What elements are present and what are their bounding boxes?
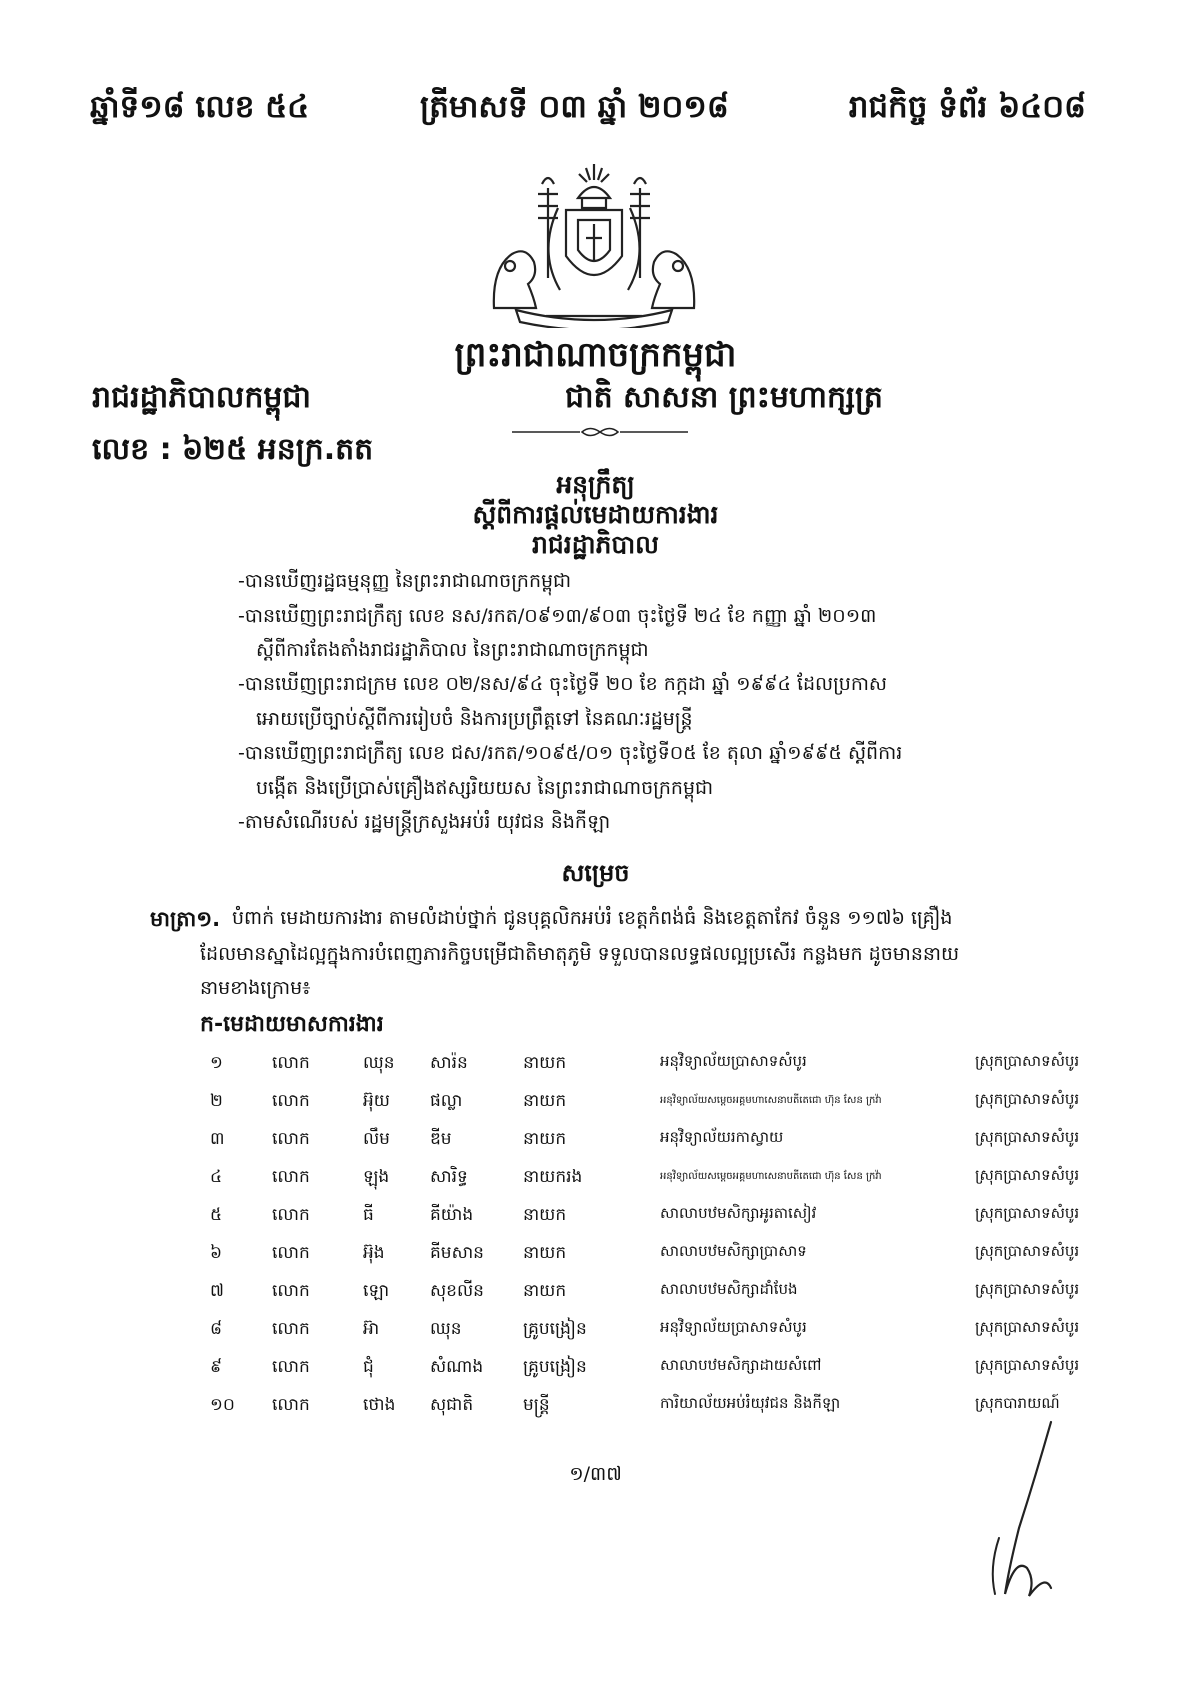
position: នាយក — [523, 1053, 567, 1073]
article-text: នាមខាងក្រោម៖ — [200, 977, 311, 999]
family-name: ឈុន — [363, 1053, 395, 1073]
position: នាយករង — [523, 1167, 583, 1187]
header-issue: ឆ្នាំទី១៨ លេខ ៥៤ — [90, 89, 310, 125]
row-number: ៣ — [210, 1129, 225, 1149]
honorific: លោក — [272, 1091, 310, 1111]
row-number: ២ — [210, 1091, 223, 1111]
decree-subject: ស្ដីពីការផ្ដល់មេដាយការងារ — [472, 500, 719, 529]
table-row — [0, 1204, 1191, 1240]
family-name: ធី — [363, 1205, 374, 1225]
header-quarter: ត្រីមាសទី ០៣ ឆ្នាំ ២០១៨ — [420, 89, 729, 125]
district: ស្រុកប្រាសាទសំបូរ — [975, 1090, 1080, 1108]
page-number: ១/៣៧ — [569, 1463, 622, 1485]
row-number: ៥ — [210, 1205, 223, 1225]
honorific: លោក — [272, 1395, 310, 1415]
position: នាយក — [523, 1205, 567, 1225]
row-number: ៤ — [210, 1167, 223, 1187]
given-name: សំណាង — [430, 1357, 484, 1377]
row-number: ៩ — [210, 1357, 223, 1377]
row-number: ៨ — [210, 1319, 223, 1339]
school: អនុវិទ្យាល័យសម្ដេចអគ្គមហាសេនាបតីតេជោ ហ៊ុន សែន ក្រវ៉ា — [660, 1171, 882, 1182]
family-name: ជុំ — [363, 1357, 374, 1377]
school: សាលាបឋមសិក្សាដាយសំពៅ — [660, 1356, 822, 1374]
royal-coat-of-arms-icon — [486, 158, 702, 328]
family-name: លឹម — [363, 1129, 390, 1149]
position: មន្ត្រី — [523, 1395, 550, 1415]
honorific: លោក — [272, 1281, 310, 1301]
table-row — [0, 1090, 1191, 1126]
position: គ្រូបង្រៀន — [523, 1357, 587, 1377]
school: ការិយាល័យអប់រំយុវជន និងកីឡា — [660, 1394, 841, 1412]
given-name: សុខលីន — [430, 1281, 484, 1301]
visa-line: បង្កើត និងប្រើប្រាស់គ្រឿងឥស្សរិយយស នៃព្រះរាជាណាចក្រកម្ពុជា — [256, 777, 714, 799]
government-name: រាជរដ្ឋាភិបាលកម្ពុជា — [92, 380, 311, 415]
section-title: ក-មេដាយមាសការងារ — [200, 1012, 384, 1037]
school: សាលាបឋមសិក្សាដាំបែង — [660, 1280, 798, 1298]
given-name: គីយ៉ាង — [430, 1205, 474, 1225]
row-number: ១ — [210, 1053, 223, 1073]
position: នាយក — [523, 1091, 567, 1111]
district: ស្រុកប្រាសាទសំបូរ — [975, 1128, 1080, 1146]
family-name: អ៊ុយ — [363, 1091, 390, 1111]
table-row — [0, 1242, 1191, 1278]
district: ស្រុកប្រាសាទសំបូរ — [975, 1318, 1080, 1336]
school: សាលាបឋមសិក្សាអូរតាសៀវ — [660, 1204, 817, 1222]
handwritten-signature — [975, 1418, 1055, 1608]
article-text: បំពាក់ មេដាយការងារ តាមលំដាប់ថ្នាក់ ជូនបុគ្គលិកអប់រំ ខេត្តកំពង់ធំ និងខេត្តតាកែវ ចំនួន ១១៧៦ គ្រឿង — [232, 907, 953, 929]
honorific: លោក — [272, 1243, 310, 1263]
school: អនុវិទ្យាល័យប្រាសាទសំបូរ — [660, 1052, 807, 1070]
kingdom-title: ព្រះរាជាណាចក្រកម្ពុជា — [454, 335, 737, 375]
visa-line: -បានឃើញព្រះរាជក្រឹត្យ លេខ នស/រកត/០៩១៣/៩០៣ ចុះថ្ងៃទី ២៤ ខែ កញ្ញា ឆ្នាំ ២០១៣ — [238, 605, 877, 627]
family-name: ថោង — [363, 1395, 396, 1415]
school: អនុវិទ្យាល័យប្រាសាទសំបូរ — [660, 1318, 807, 1336]
given-name: ឌីម — [430, 1129, 452, 1149]
position: គ្រូបង្រៀន — [523, 1319, 587, 1339]
given-name: គីមសាន — [430, 1243, 484, 1263]
article-label: មាត្រា១. — [150, 907, 221, 931]
family-name: ឡុង — [363, 1167, 390, 1187]
header-page: រាជកិច្ច ទំព័រ ៦៤០៨ — [848, 89, 1086, 125]
table-row — [0, 1128, 1191, 1164]
position: នាយក — [523, 1129, 567, 1149]
honorific: លោក — [272, 1319, 310, 1339]
district: ស្រុកប្រាសាទសំបូរ — [975, 1242, 1080, 1260]
row-number: ៦ — [210, 1243, 223, 1263]
district: ស្រុកប្រាសាទសំបូរ — [975, 1280, 1080, 1298]
school: អនុវិទ្យាល័យរកាស្វាយ — [660, 1128, 784, 1146]
school: អនុវិទ្យាល័យសម្ដេចអគ្គមហាសេនាបតីតេជោ ហ៊ុន សែន ក្រវ៉ា — [660, 1095, 882, 1106]
family-name: អ៊ា — [363, 1319, 380, 1339]
decree-type: អនុក្រឹត្យ — [556, 470, 635, 499]
family-name: អ៊ុង — [363, 1243, 385, 1263]
position: នាយក — [523, 1243, 567, 1263]
visa-line: ស្ដីពីការតែងតាំងរាជរដ្ឋាភិបាល នៃព្រះរាជាណាចក្រកម្ពុជា — [256, 639, 649, 661]
position: នាយក — [523, 1281, 567, 1301]
district: ស្រុកបារាយណ៍ — [975, 1394, 1060, 1412]
honorific: លោក — [272, 1129, 310, 1149]
visa-line: -តាមសំណើរបស់ រដ្ឋមន្ត្រីក្រសួងអប់រំ យុវជន និងកីឡា — [238, 811, 611, 833]
district: ស្រុកប្រាសាទសំបូរ — [975, 1204, 1080, 1222]
given-name: សារិទ្ធ — [430, 1167, 468, 1187]
table-row — [0, 1052, 1191, 1088]
given-name: សុជាតិ — [430, 1395, 474, 1415]
decision-heading: សម្រេច — [561, 859, 630, 887]
decree-issuer: រាជរដ្ឋាភិបាល — [532, 530, 659, 559]
given-name: សារ៉ន — [430, 1053, 468, 1073]
honorific: លោក — [272, 1205, 310, 1225]
honorific: លោក — [272, 1357, 310, 1377]
given-name: ឈុន — [430, 1319, 462, 1339]
given-name: ផល្លា — [430, 1091, 463, 1111]
visa-line: -បានឃើញព្រះរាជក្រឹត្យ លេខ ជស/រកត/១០៩៥/០១ ចុះថ្ងៃទី០៥ ខែ តុលា ឆ្នាំ១៩៩៥ ស្ដីពីការ — [238, 742, 903, 764]
school: សាលាបឋមសិក្សាប្រាសាទ — [660, 1242, 807, 1260]
table-row — [0, 1280, 1191, 1316]
table-row — [0, 1318, 1191, 1354]
district: ស្រុកប្រាសាទសំបូរ — [975, 1356, 1080, 1374]
table-row — [0, 1166, 1191, 1202]
district: ស្រុកប្រាសាទសំបូរ — [975, 1166, 1080, 1184]
row-number: ១០ — [210, 1395, 235, 1415]
ornament-divider-icon — [510, 425, 690, 439]
visa-line: អោយប្រើច្បាប់ស្ដីពីការរៀបចំ និងការប្រព្រឹត្តទៅ នៃគណៈរដ្ឋមន្ត្រី — [256, 708, 693, 730]
visa-line: -បានឃើញព្រះរាជក្រម លេខ ០២/នស/៩៤ ចុះថ្ងៃទី ២០ ខែ កក្កដា ឆ្នាំ ១៩៩៤ ដែលប្រកាស — [238, 673, 888, 695]
article-text: ដែលមានស្នាដៃល្អក្នុងការបំពេញភារកិច្ចបម្រើជាតិមាតុភូមិ ទទួលបានលទ្ធផលល្អប្រសើរ កន្លងមក ដូចមាននាយ — [200, 943, 960, 965]
row-number: ៧ — [210, 1281, 224, 1301]
visa-line: -បានឃើញរដ្ឋធម្មនុញ្ញ នៃព្រះរាជាណាចក្រកម្ពុជា — [238, 570, 572, 592]
national-motto: ជាតិ សាសនា ព្រះមហាក្សត្រ — [565, 380, 883, 415]
table-row — [0, 1356, 1191, 1392]
family-name: ឡោ — [363, 1281, 390, 1301]
honorific: លោក — [272, 1167, 310, 1187]
honorific: លោក — [272, 1053, 310, 1073]
decree-number: លេខ : ៦២៥ អនក្រ.តត — [92, 432, 374, 467]
district: ស្រុកប្រាសាទសំបូរ — [975, 1052, 1080, 1070]
